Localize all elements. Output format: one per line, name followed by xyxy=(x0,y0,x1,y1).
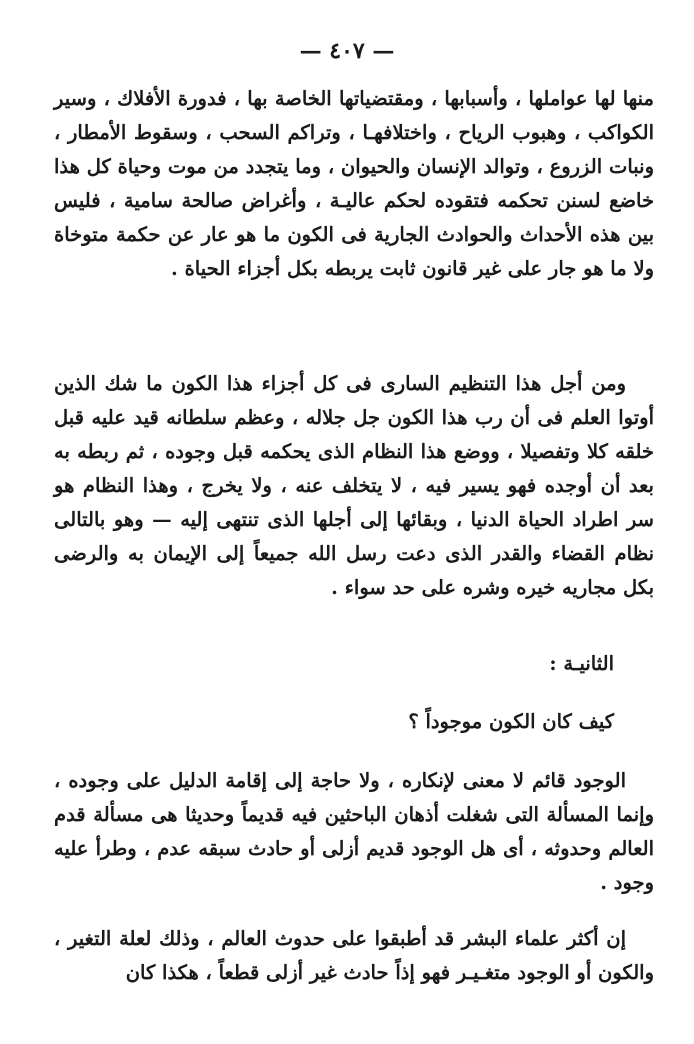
paragraph-text: إن أكثر علماء البشر قد أطبقوا على حدوث العالم ، وذلك لعلة التغير ، والكون أو الوجود متغـيـر فهو إذاً حادث غير أزلى قطعاً ، هكذا كان xyxy=(54,927,654,984)
paragraph-origin-of-world xyxy=(54,922,654,990)
section-heading-second: الثانيـة : xyxy=(549,652,614,675)
section-question: كيف كان الكون موجوداً ؟ xyxy=(408,710,614,733)
paragraph-cosmic-order: منها لها عواملها ، وأسبابها ، ومقتضياتها الخاصة بها ، فدورة الأفلاك ، وسير الكواكب ، وهبوب الرياح ، واختلافهـا ، وتراكم السحب ، وسقوط الأمطار ، ونبات الزروع ، وتوالد الإنسان والحيوان ، وما يتجدد من موت وحياة كل هذا خاضع لسنن تحكمه فتقوده لحكم عاليـة ، وأغراض صالحة سامية ، فليس بين هذه الأحداث والحوادث الجارية فى الكون ما هو عار عن حكمة متوخاة ولا ما هو جار على غير قانون ثابت يربطه بكل أجزاء الحياة . xyxy=(54,87,654,280)
paragraph-text: الوجود قائم لا معنى لإنكاره ، ولا حاجة إلى إقامة الدليل على وجوده ، وإنما المسألة التى شغلت أذهان الباحثين فيه قديماً وحديثا هى مسألة قدم العالم وحدوثه ، أى هل الوجود قديم أزلى أو حادث سبقه عدم ، وطرأ عليه وجود . xyxy=(54,769,654,894)
page-number: — ٤٠٧ — xyxy=(299,38,395,64)
paragraph-divine-system xyxy=(54,367,654,605)
paragraph-existence xyxy=(54,764,654,900)
paragraph-text: ومن أجل هذا التنظيم السارى فى كل أجزاء هذا الكون ما شك الذين أوتوا العلم فى أن رب هذا الكون جل جلاله ، وعظم سلطانه قيد عليه قبل خلقه كلا وتفصيلا ، ووضع هذا النظام الذى يحكمه قبل وجوده ، ثم ربطه به بعد أن أوجده فهو يسير فيه ، لا يتخلف عنه ، ولا يخرج ، وهذا النظام هو سر اطراد الحياة الدنيا ، وبقائها إلى أجلها الذى تنتهى إليه — وهو بالتالى نظام القضاء والقدر الذى دعت رسل الله جميعاً إلى الإيمان به والرضى بكل مجاريه خيره وشره على حد سواء . xyxy=(54,372,654,599)
